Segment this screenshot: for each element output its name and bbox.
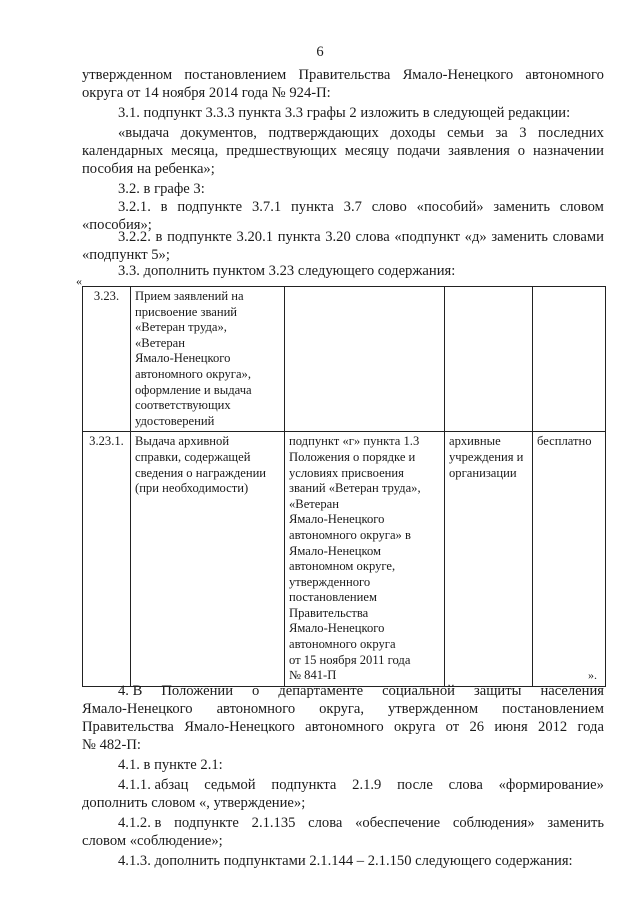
service-name-cell: Прием заявлений на присвоение званий «Ветеран труда», «Ветеран Ямало-Ненецкого автономного округа», оформление и выдача соответствующих удостоверений [131, 287, 285, 432]
fee-cell [533, 287, 606, 432]
para1-line1: утвержденном постановлением Правительства Ямало-Ненецкого автономного [82, 67, 604, 83]
page-number: 6 [316, 44, 324, 60]
para1-line2: округа от 14 ноября 2014 года № 924-П: [82, 85, 331, 101]
clause-3-2-1-line1: 3.2.1. в подпункте 3.7.1 пункта 3.7 слово «пособий» заменить словом [118, 199, 604, 215]
open-quote: « [76, 274, 82, 288]
item-number-cell: 3.23.1. [83, 432, 131, 687]
clause-4-1-2-line1: 4.1.2. в подпункте 2.1.135 слова «обеспечение соблюдения» заменить [118, 815, 604, 831]
clause-4-1-2-line2: словом «соблюдение»; [82, 833, 223, 849]
table-row [83, 432, 606, 687]
fee-cell: бесплатно [533, 432, 606, 687]
clause-4-1-1-line1: 4.1.1. абзац седьмой подпункта 2.1.9 после слова «формирование» [118, 777, 604, 793]
clause-3-2: 3.2. в графе 3: [118, 181, 205, 197]
clause-3-3: 3.3. дополнить пунктом 3.23 следующего содержания: [118, 263, 456, 279]
legal-basis-cell [285, 287, 445, 432]
organization-cell [445, 287, 533, 432]
clause-4-1: 4.1. в пункте 2.1: [118, 757, 223, 773]
legal-basis-cell: подпункт «г» пункта 1.3 Положения о порядке и условиях присвоения званий «Ветеран труда», «Ветеран Ямало-Ненецкого автономного округа» в Ямало-Ненецком автономном округе, утвержденного постановлением Правительства Ямало-Ненецкого автономного округа от 15 ноября 2011 года № 841-П [285, 432, 445, 687]
table-row [83, 287, 606, 432]
quote-line3: пособия на ребенка»; [82, 161, 215, 177]
clause-4-line1: 4. В Положении о департаменте социальной защиты населения [118, 683, 604, 699]
clause-4-line3: Правительства Ямало-Ненецкого автономного округа от 26 июня 2012 года [82, 719, 604, 735]
clause-3-2-2-line1: 3.2.2. в подпункте 3.20.1 пункта 3.20 слова «подпункт «д» заменить словами [118, 229, 604, 245]
clause-4-line2: Ямало-Ненецкого автономного округа, утвержденном постановлением [82, 701, 604, 717]
service-name-cell: Выдача архивной справки, содержащей сведения о награждении (при необходимости) [131, 432, 285, 687]
clause-4-1-3: 4.1.3. дополнить подпунктами 2.1.144 – 2.1.150 следующего содержания: [118, 853, 573, 869]
close-quote: ». [588, 668, 597, 682]
clause-3-2-2-line2: «подпункт 5»; [82, 247, 170, 263]
clause-3-2-1-line2: «пособия»; [82, 217, 152, 233]
services-table [82, 286, 606, 687]
quote-line2: календарных месяца, предшествующих месяцу подачи заявления о назначении [82, 143, 604, 159]
clause-4-1-1-line2: дополнить словом «, утверждение»; [82, 795, 306, 811]
organization-cell: архивные учреждения и организации [445, 432, 533, 687]
clause-4-line4: № 482-П: [82, 737, 141, 753]
clause-3-1: 3.1. подпункт 3.3.3 пункта 3.3 графы 2 изложить в следующей редакции: [118, 105, 571, 121]
quote-line1: «выдача документов, подтверждающих доходы семьи за 3 последних [118, 125, 604, 141]
item-number-cell: 3.23. [83, 287, 131, 432]
